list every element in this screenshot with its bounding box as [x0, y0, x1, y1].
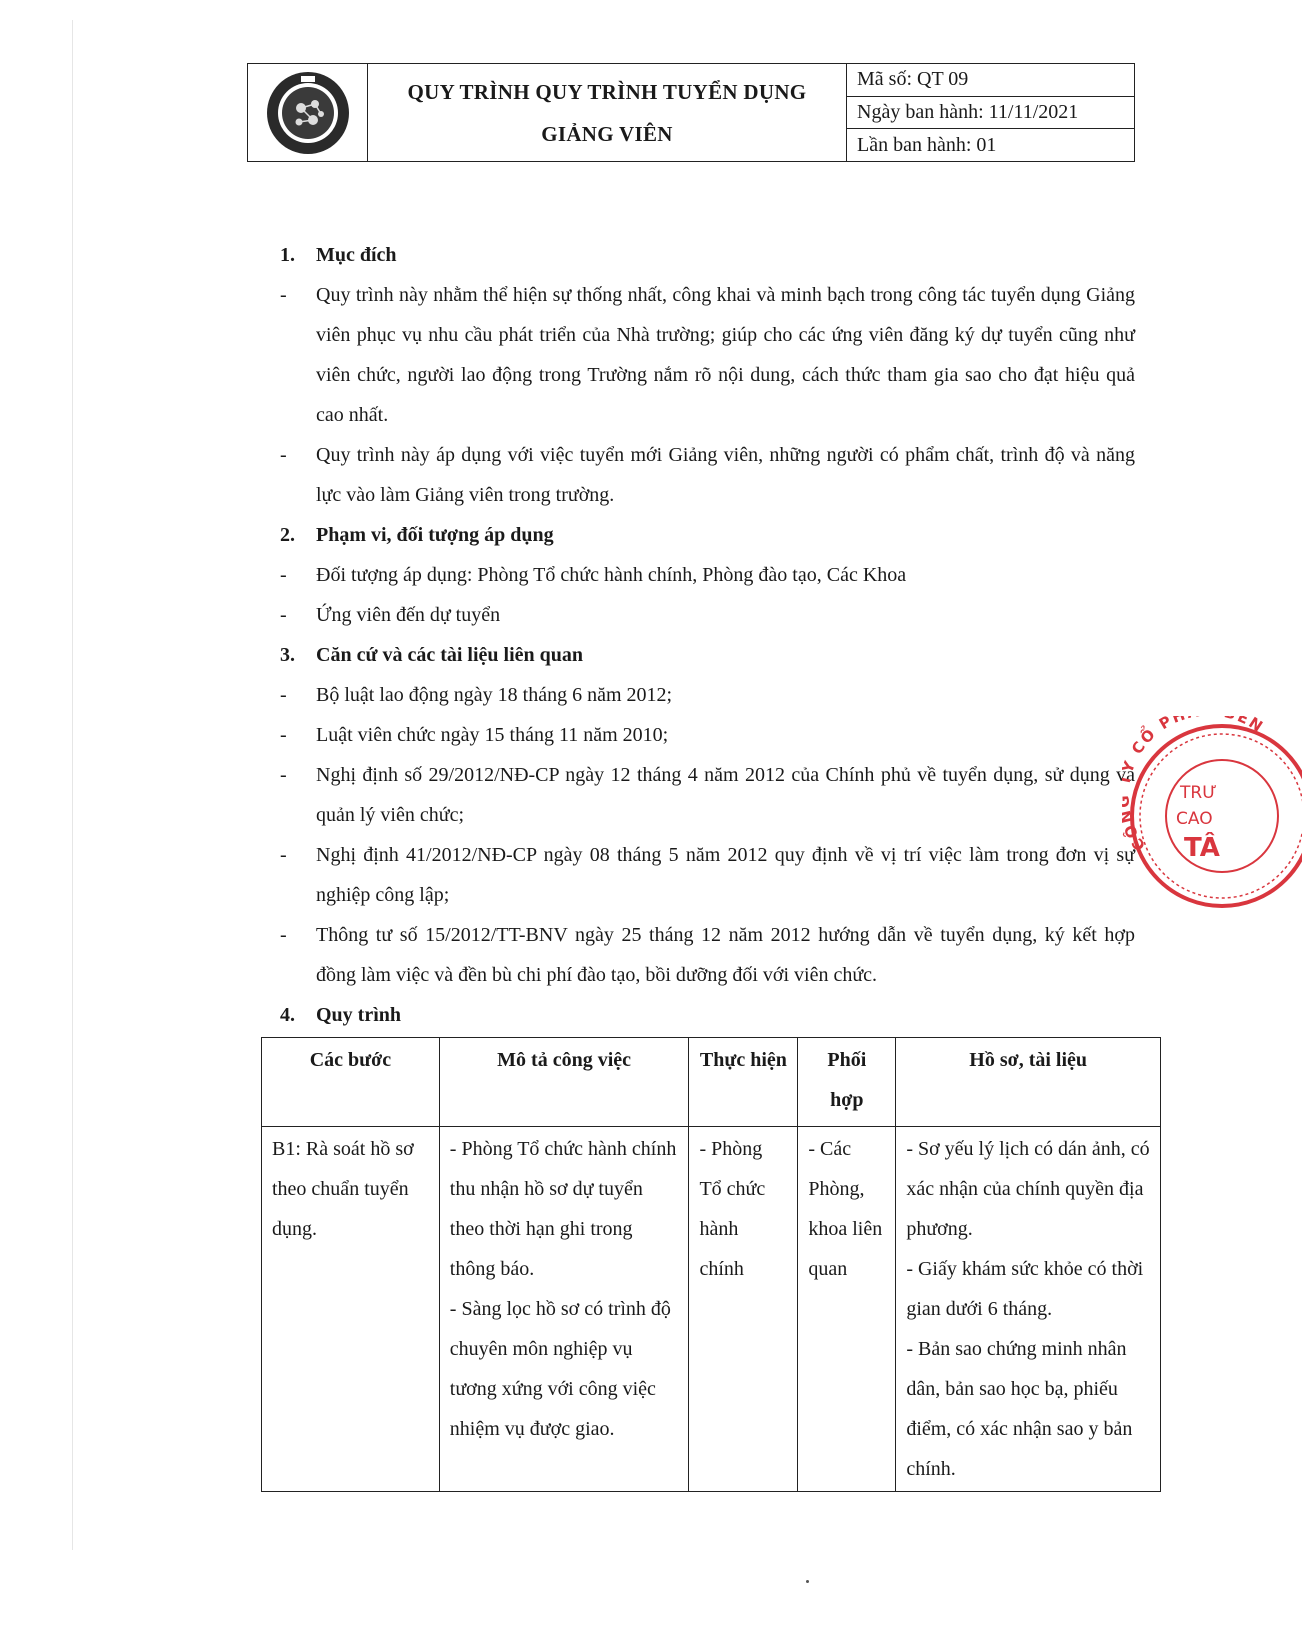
- logo-cell: [248, 64, 368, 161]
- list-item: - Luật viên chức ngày 15 tháng 11 năm 2010;: [280, 724, 669, 746]
- step-cell: B1: Rà soát hồ sơ theo chuẩn tuyển dụng.: [262, 1127, 440, 1492]
- document-meta: [847, 64, 1134, 161]
- section-heading: 2. Phạm vi, đối tượng áp dụng: [280, 524, 554, 546]
- list-item: - Bộ luật lao động ngày 18 tháng 6 năm 2012;: [280, 684, 673, 706]
- list-item: - Đối tượng áp dụng: Phòng Tổ chức hành chính, Phòng đào tạo, Các Khoa: [280, 564, 907, 586]
- scan-edge: [72, 20, 73, 1550]
- list-item: - Ứng viên đến dự tuyển: [280, 604, 501, 626]
- list-item: - Nghị định số 29/2012/NĐ-CP ngày 12 tháng 4 năm 2012 của Chính phủ về tuyển dụng, sử dụng và quản lý viên chức;: [280, 764, 1135, 826]
- section-heading: 4. Quy trình: [280, 1004, 402, 1026]
- coordinator-cell: - Các Phòng, khoa liên quan: [798, 1127, 896, 1492]
- scan-dot: [806, 1580, 809, 1583]
- section-heading: 1. Mục đích: [280, 244, 397, 266]
- svg-text:CAO: CAO: [1176, 809, 1213, 829]
- svg-text:TÂ: TÂ: [1184, 833, 1220, 863]
- column-header: Hồ sơ, tài liệu: [896, 1038, 1161, 1127]
- column-header: Thực hiện: [689, 1038, 798, 1127]
- description-cell: - Phòng Tổ chức hành chính thu nhận hồ sơ dự tuyển theo thời hạn ghi trong thông báo. - Sàng lọc hồ sơ có trình độ chuyên môn nghiệp vụ tương xứng với công việc nhiệm vụ được giao.: [439, 1127, 689, 1492]
- document-code: Mã số: QT 09: [847, 64, 1134, 97]
- performer-cell: - Phòng Tổ chức hành chính: [689, 1127, 798, 1492]
- title-line-1: QUY TRÌNH QUY TRÌNH TUYỂN DỤNG: [407, 79, 807, 104]
- svg-text:TRƯ: TRƯ: [1180, 783, 1217, 803]
- issue-number: Lần ban hành: 01: [857, 133, 997, 156]
- list-item: - Quy trình này nhằm thể hiện sự thống nhất, công khai và minh bạch trong công tác tuyển dụng Giảng viên phục vụ nhu cầu phát triển của Nhà trường; giúp cho các ứng viên đăng ký dự tuyển cũng như viên chức, người lao động trong Trường nắm rõ nội dung, cách thức tham gia sao cho đạt hiệu quả cao nhất.: [280, 284, 1135, 426]
- red-company-stamp-icon: [1122, 716, 1268, 916]
- document-body: [280, 235, 1135, 1035]
- process-table: [261, 1037, 1161, 1492]
- documents-cell: - Sơ yếu lý lịch có dán ảnh, có xác nhận của chính quyền địa phương. - Giấy khám sức khỏe có thời gian dưới 6 tháng. - Bản sao chứng minh nhân dân, bản sao học bạ, phiếu điểm, có xác nhận sao y bản chính.: [896, 1127, 1161, 1492]
- section-heading: 3. Căn cứ và các tài liệu liên quan: [280, 644, 584, 666]
- svg-text:CÔNG TY CỔ PHẦN BẾN: C CỔ P ẾN: [1126, 716, 1268, 855]
- list-item: - Thông tư số 15/2012/TT-BNV ngày 25 tháng 12 năm 2012 hướng dẫn về tuyển dụng, ký kết hợp đồng làm việc và đền bù chi phí đào tạo, bồi dưỡng đối với viên chức.: [280, 924, 1135, 986]
- issue-date: Ngày ban hành: 11/11/2021: [847, 97, 1134, 130]
- list-item: - Quy trình này áp dụng với việc tuyển mới Giảng viên, những người có phẩm chất, trình độ và năng lực vào làm Giảng viên trong trường.: [280, 444, 1135, 506]
- title-line-2: GIẢNG VIÊN: [541, 121, 673, 146]
- table-header-row: [262, 1038, 1161, 1127]
- list-item: - Nghị định 41/2012/NĐ-CP ngày 08 tháng 5 năm 2012 quy định về vị trí việc làm trong đơn vị sự nghiệp công lập;: [280, 844, 1135, 906]
- table-row: [262, 1127, 1161, 1492]
- column-header: Các bước: [262, 1038, 440, 1127]
- column-header: Phối hợp: [798, 1038, 896, 1127]
- college-seal-icon: [265, 70, 351, 156]
- stamp-graphic: [1122, 716, 1302, 916]
- document-header: [247, 63, 1135, 162]
- column-header: Mô tả công việc: [439, 1038, 689, 1127]
- document-title: [368, 64, 847, 161]
